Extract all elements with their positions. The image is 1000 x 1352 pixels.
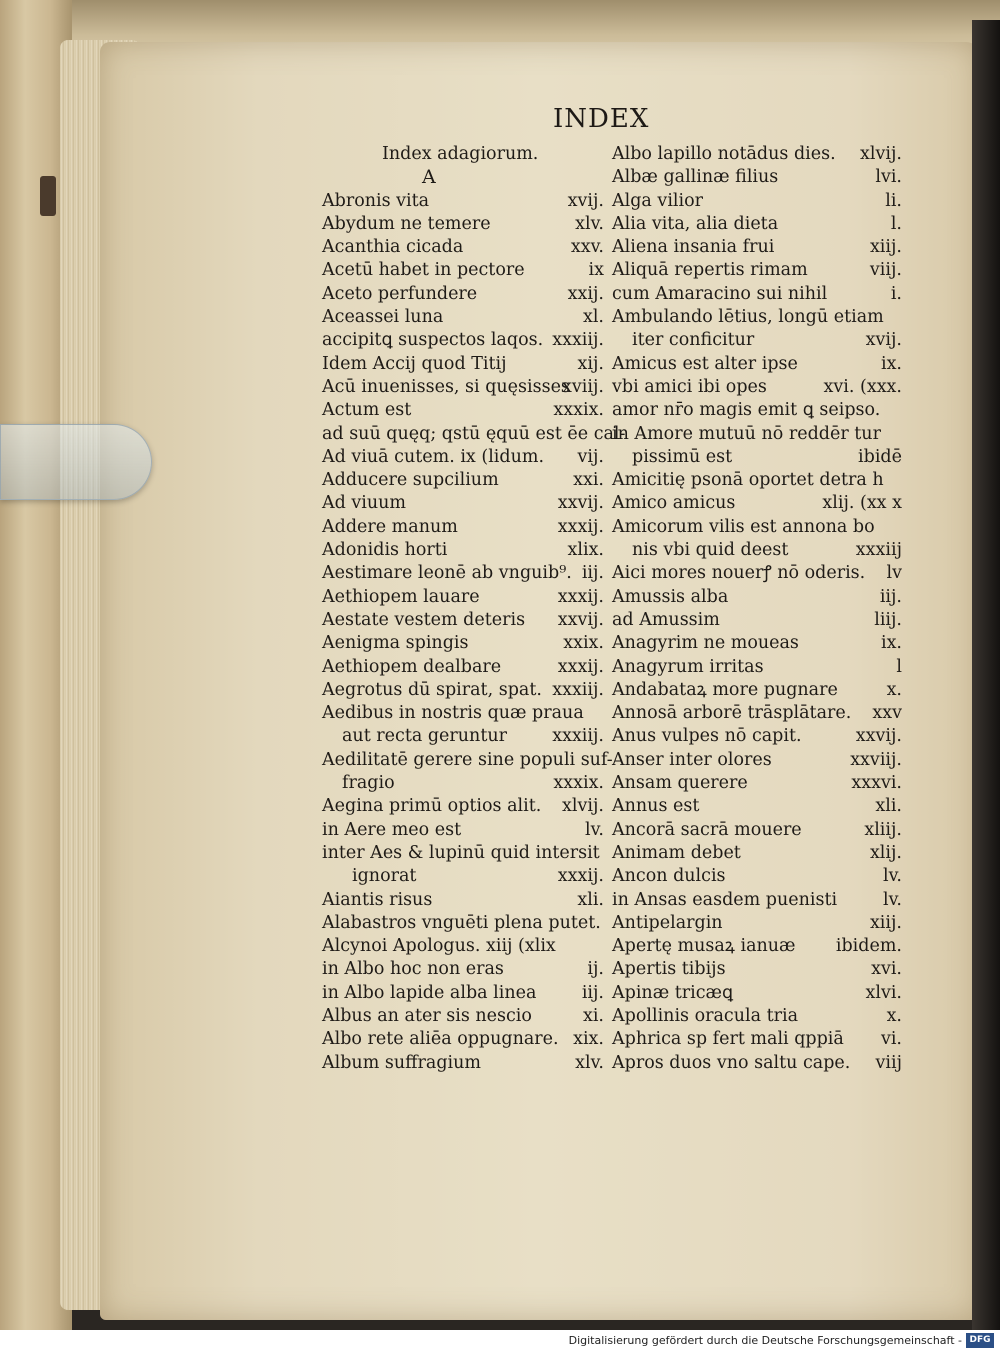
entry-reference: xxxij. (557, 866, 604, 887)
index-entry (612, 539, 902, 562)
entry-reference: xviij. (562, 376, 604, 397)
index-entry (322, 958, 604, 981)
index-entry (612, 399, 902, 422)
entry-text: Aliquā repertis rimam (612, 260, 808, 281)
entry-text: Actum est (322, 400, 412, 421)
entry-reference: xxij. (567, 283, 604, 304)
index-entry (322, 190, 604, 213)
index-entry (322, 143, 604, 166)
entry-reference: xiij. (869, 237, 902, 258)
index-entry (612, 516, 902, 539)
entry-text: accipitꝗ suspectos laqos. (322, 330, 544, 351)
index-entry (322, 236, 604, 259)
entry-text: Idem Accij quod Titij (322, 353, 507, 374)
index-entry (612, 702, 902, 725)
index-entry (612, 376, 902, 399)
entry-text: Abydum ne temere (322, 213, 491, 234)
entry-text: Alia vita, alia dieta (612, 213, 779, 234)
entry-reference: xli. (577, 889, 604, 910)
index-entry (612, 446, 902, 469)
entry-text: Acanthia cicada (322, 237, 464, 258)
entry-reference: ij. (587, 959, 604, 980)
entry-text: Amussis alba (612, 586, 729, 607)
index-entry (612, 656, 902, 679)
entry-text: Adonidis horti (322, 540, 448, 561)
entry-reference: ix. (880, 353, 902, 374)
funding-credit: Digitalisierung gefördert durch die Deutsche Forschungsgemeinschaft - (568, 1334, 962, 1347)
entry-text: Amicitię psonā oportet detra h (612, 470, 884, 491)
index-entry (612, 306, 902, 329)
index-entry (322, 842, 604, 865)
entry-reference: xxv (872, 703, 902, 724)
entry-reference: vi. (880, 1029, 902, 1050)
entry-reference: xxi. (573, 470, 604, 491)
entry-reference: lv (886, 563, 902, 584)
index-entry (322, 935, 604, 958)
entry-text: Albus an ater sis nescio (322, 1005, 532, 1026)
index-entry (322, 865, 604, 888)
index-entry (612, 632, 902, 655)
entry-reference: iij. (581, 563, 604, 584)
entry-text: Aiantis risus (322, 889, 433, 910)
entry-text: Andabataꝝ more pugnare (612, 679, 838, 700)
entry-text: Aici mores nouerꝭ nō oderis. (612, 563, 866, 584)
entry-text: Alcynoi Apologus. xiij (xlix (322, 936, 556, 957)
entry-reference: xxxix. (553, 773, 604, 794)
index-entry (612, 679, 902, 702)
entry-text: Anser inter olores (612, 749, 772, 770)
page-header: INDEX (553, 104, 650, 134)
entry-reference: vij. (577, 446, 604, 467)
index-entry (322, 702, 604, 725)
index-entry (612, 772, 902, 795)
entry-reference: xxxiij (855, 540, 902, 561)
entry-text: Amicus est alter ipse (612, 353, 798, 374)
entry-text: aut recta geruntur (342, 726, 507, 747)
index-entry (612, 819, 902, 842)
index-entry (322, 539, 604, 562)
entry-reference: xxix. (563, 633, 604, 654)
entry-text: Aegrotus dū spirat, spat. (322, 679, 542, 700)
entry-text: Aphrica sp fert mali qppiā (612, 1029, 844, 1050)
index-entry (322, 399, 604, 422)
entry-reference: xxxij. (557, 586, 604, 607)
entry-reference: xvij. (865, 330, 902, 351)
index-entry (322, 469, 604, 492)
entry-reference: xij. (577, 353, 604, 374)
entry-reference: xi. (582, 1005, 604, 1026)
entry-reference: iij. (581, 982, 604, 1003)
entry-reference: lv. (585, 819, 604, 840)
entry-text: in Albo lapide alba linea (322, 982, 537, 1003)
entry-reference: x. (886, 679, 902, 700)
entry-text: inter Aes & lupinū quid intersit (322, 842, 600, 863)
entry-reference: xvi. (xxx. (823, 376, 902, 397)
entry-reference: xlvi. (865, 982, 902, 1003)
entry-text: Annus est (612, 796, 700, 817)
entry-text: in Ansas easdem puenisti (612, 889, 838, 910)
index-entry (322, 306, 604, 329)
index-entry (612, 958, 902, 981)
index-entry (612, 190, 902, 213)
entry-reference: xliij. (864, 819, 902, 840)
index-entry (612, 795, 902, 818)
entry-text: ad Amussim (612, 609, 720, 630)
index-entry (322, 632, 604, 655)
entry-reference: xiij. (869, 912, 902, 933)
entry-text: A (422, 166, 436, 189)
index-entry (612, 492, 902, 515)
entry-text: Aestate vestem deteris (322, 609, 526, 630)
entry-reference: li. (885, 190, 902, 211)
index-entry (322, 889, 604, 912)
entry-reference: x. (886, 1005, 902, 1026)
entry-reference: liij. (874, 609, 902, 630)
page-holder-clip (0, 424, 152, 500)
entry-reference: xlvij. (562, 796, 604, 817)
index-entry (612, 283, 902, 306)
index-entry (322, 516, 604, 539)
entry-reference: xxxix. (553, 400, 604, 421)
entry-reference: xl. (582, 307, 604, 328)
entry-reference: i. (890, 283, 902, 304)
index-entry (612, 259, 902, 282)
index-entry (322, 749, 613, 772)
footer-bar (0, 1330, 1000, 1352)
entry-reference: lvi. (875, 167, 902, 188)
index-entry (612, 586, 902, 609)
index-entry (612, 912, 902, 935)
entry-reference: l (896, 656, 902, 677)
entry-reference: xxxvi. (851, 773, 902, 794)
index-entry (322, 376, 604, 399)
entry-text: iter conficitur (632, 330, 755, 351)
index-entry (322, 166, 604, 189)
index-entry (322, 982, 604, 1005)
entry-text: Ad viuā cutem. ix (lidum. (322, 446, 545, 467)
entry-text: Albæ gallinæ filius (612, 167, 779, 188)
index-entry (612, 749, 902, 772)
index-column-right (612, 143, 902, 1075)
entry-reference: xlvij. (860, 144, 902, 164)
entry-text: Index adagiorum. (382, 144, 539, 164)
entry-text: Apinæ tricæꝗ (612, 982, 734, 1003)
entry-reference: lv. (883, 889, 902, 910)
index-entry (612, 865, 902, 888)
index-entry (612, 143, 902, 166)
index-entry (322, 329, 604, 352)
entry-text: Ad viuum (322, 493, 407, 514)
index-entry (612, 353, 902, 376)
entry-text: amor nr̄o magis emit ꝗ seipso. (612, 400, 881, 421)
index-entry (322, 259, 604, 282)
entry-text: Alabastros vnguēti plena putet. (322, 912, 601, 933)
entry-reference: xvi. (871, 959, 902, 980)
index-entry (322, 423, 626, 446)
entry-reference: xli. (875, 796, 902, 817)
index-entry (612, 935, 902, 958)
entry-text: Apollinis oracula tria (612, 1005, 799, 1026)
index-entry (612, 1052, 902, 1075)
entry-text: ignorat (352, 866, 417, 887)
dfg-logo: DFG (966, 1333, 994, 1348)
entry-reference: xvij. (567, 190, 604, 211)
binding-strap (40, 176, 56, 216)
index-entry (612, 609, 902, 632)
entry-reference: xxvij. (557, 609, 604, 630)
index-entry (322, 609, 604, 632)
entry-reference: xxxij. (557, 516, 604, 537)
entry-reference: xlij. (869, 842, 902, 863)
entry-reference: xxxiij. (552, 330, 604, 351)
entry-text: Anagyrim ne moueas (612, 633, 799, 654)
index-entry (322, 446, 604, 469)
entry-text: Album suffragium (322, 1052, 482, 1073)
entry-reference: lv. (883, 866, 902, 887)
index-entry (322, 353, 604, 376)
entry-text: in Amore mutuū nō reddēr tur (612, 423, 881, 444)
entry-reference: xxvij. (557, 493, 604, 514)
entry-text: Adducere supcilium (322, 470, 499, 491)
entry-reference: viij (875, 1052, 902, 1073)
entry-reference: xlv. (575, 213, 604, 234)
entry-reference: xxv. (570, 237, 604, 258)
entry-text: Aegina primū optios alit. (322, 796, 542, 817)
entry-reference: xxxiij. (552, 726, 604, 747)
index-entry (322, 912, 604, 935)
entry-reference: xxxij. (557, 656, 604, 677)
entry-text: vbi amici ibi opes (612, 376, 767, 397)
entry-reference: xlv. (575, 1052, 604, 1073)
entry-reference: viij. (869, 260, 902, 281)
entry-text: ad suū quęq; qstū ęquū est ēe cal- (322, 423, 626, 444)
entry-text: Amico amicus (612, 493, 736, 514)
index-entry (322, 772, 604, 795)
entry-text: Albo rete aliēa oppugnare. (322, 1029, 559, 1050)
entry-text: Aedilitatē gerere sine populi suf- (322, 749, 613, 770)
entry-text: Acetū habet in pectore (322, 260, 525, 281)
index-column-left (322, 143, 626, 1075)
index-entry (322, 562, 604, 585)
index-entry (612, 1005, 902, 1028)
index-entry (322, 283, 604, 306)
entry-text: Apertę musaꝝ ianuæ (612, 936, 796, 957)
entry-reference: xxviij. (850, 749, 902, 770)
index-entry (612, 329, 902, 352)
entry-text: nis vbi quid deest (632, 540, 789, 561)
entry-text: Ambulando lētius, longū etiam (612, 307, 884, 328)
index-entry (322, 213, 604, 236)
index-entry (612, 889, 902, 912)
entry-reference: iij. (879, 586, 902, 607)
entry-text: in Albo hoc non eras (322, 959, 504, 980)
entry-text: Ancorā sacrā mouere (612, 819, 802, 840)
background-edge (972, 20, 1000, 1330)
entry-text: Aethiopem lauare (322, 586, 480, 607)
index-entry (322, 492, 604, 515)
entry-text: fragio (342, 773, 395, 794)
entry-text: cum Amaracino sui nihil (612, 283, 828, 304)
index-entry (612, 166, 902, 189)
entry-text: Anagyrum irritas (612, 656, 764, 677)
entry-reference: ibidē (858, 446, 902, 467)
entry-text: Ancon dulcis (612, 866, 726, 887)
entry-reference: xix. (573, 1029, 604, 1050)
entry-reference: xxvij. (855, 726, 902, 747)
index-entry (612, 562, 902, 585)
entry-text: Amicorum vilis est annona bo (612, 516, 875, 537)
entry-reference: ibidem. (835, 936, 902, 957)
entry-text: Aethiopem dealbare (322, 656, 502, 677)
entry-reference: xxxiij. (552, 679, 604, 700)
entry-text: Addere manum (322, 516, 458, 537)
entry-text: Alga vilior (612, 190, 704, 211)
index-entry (612, 1028, 902, 1051)
entry-text: Albo lapillo notādus dies. (612, 144, 836, 164)
index-entry (612, 725, 902, 748)
entry-text: Annosā arborē trāsplātare. (612, 703, 852, 724)
index-entry (322, 725, 604, 748)
index-entry (322, 1052, 604, 1075)
index-entry (612, 842, 902, 865)
entry-reference: ix. (880, 633, 902, 654)
entry-reference: xlij. (xx x (822, 493, 902, 514)
entry-text: Apertis tibijs (612, 959, 726, 980)
index-entry (322, 586, 604, 609)
entry-text: pissimū est (632, 446, 733, 467)
index-entry (612, 236, 902, 259)
entry-text: Acū inuenisses, si quęsisses (322, 376, 570, 397)
entry-text: Aceassei luna (322, 307, 444, 328)
entry-reference: xlix. (567, 540, 604, 561)
index-entry (612, 982, 902, 1005)
entry-text: Aenigma spingis (322, 633, 469, 654)
index-entry (322, 656, 604, 679)
index-entry (612, 423, 902, 446)
index-entry (612, 213, 902, 236)
index-entry (322, 679, 604, 702)
entry-text: Aliena insania frui (612, 237, 775, 258)
entry-reference: l. (890, 213, 902, 234)
entry-text: Antipelargin (612, 912, 723, 933)
index-entry (322, 795, 604, 818)
index-entry (612, 469, 902, 492)
entry-text: Anus vulpes nō capit. (612, 726, 802, 747)
index-entry (322, 1005, 604, 1028)
entry-reference: ix (588, 260, 604, 281)
entry-text: Abronis vita (322, 190, 430, 211)
entry-text: Apros duos vno saltu cape. (612, 1052, 851, 1073)
entry-text: Animam debet (612, 842, 741, 863)
index-entry (322, 819, 604, 842)
entry-text: Aceto perfundere (322, 283, 478, 304)
entry-text: Aedibus in nostris quæ praua (322, 703, 584, 724)
entry-text: Aestimare leonē ab vnguib⁹. (322, 563, 572, 584)
index-entry (322, 1028, 604, 1051)
entry-text: in Aere meo est (322, 819, 462, 840)
entry-text: Ansam querere (612, 773, 748, 794)
